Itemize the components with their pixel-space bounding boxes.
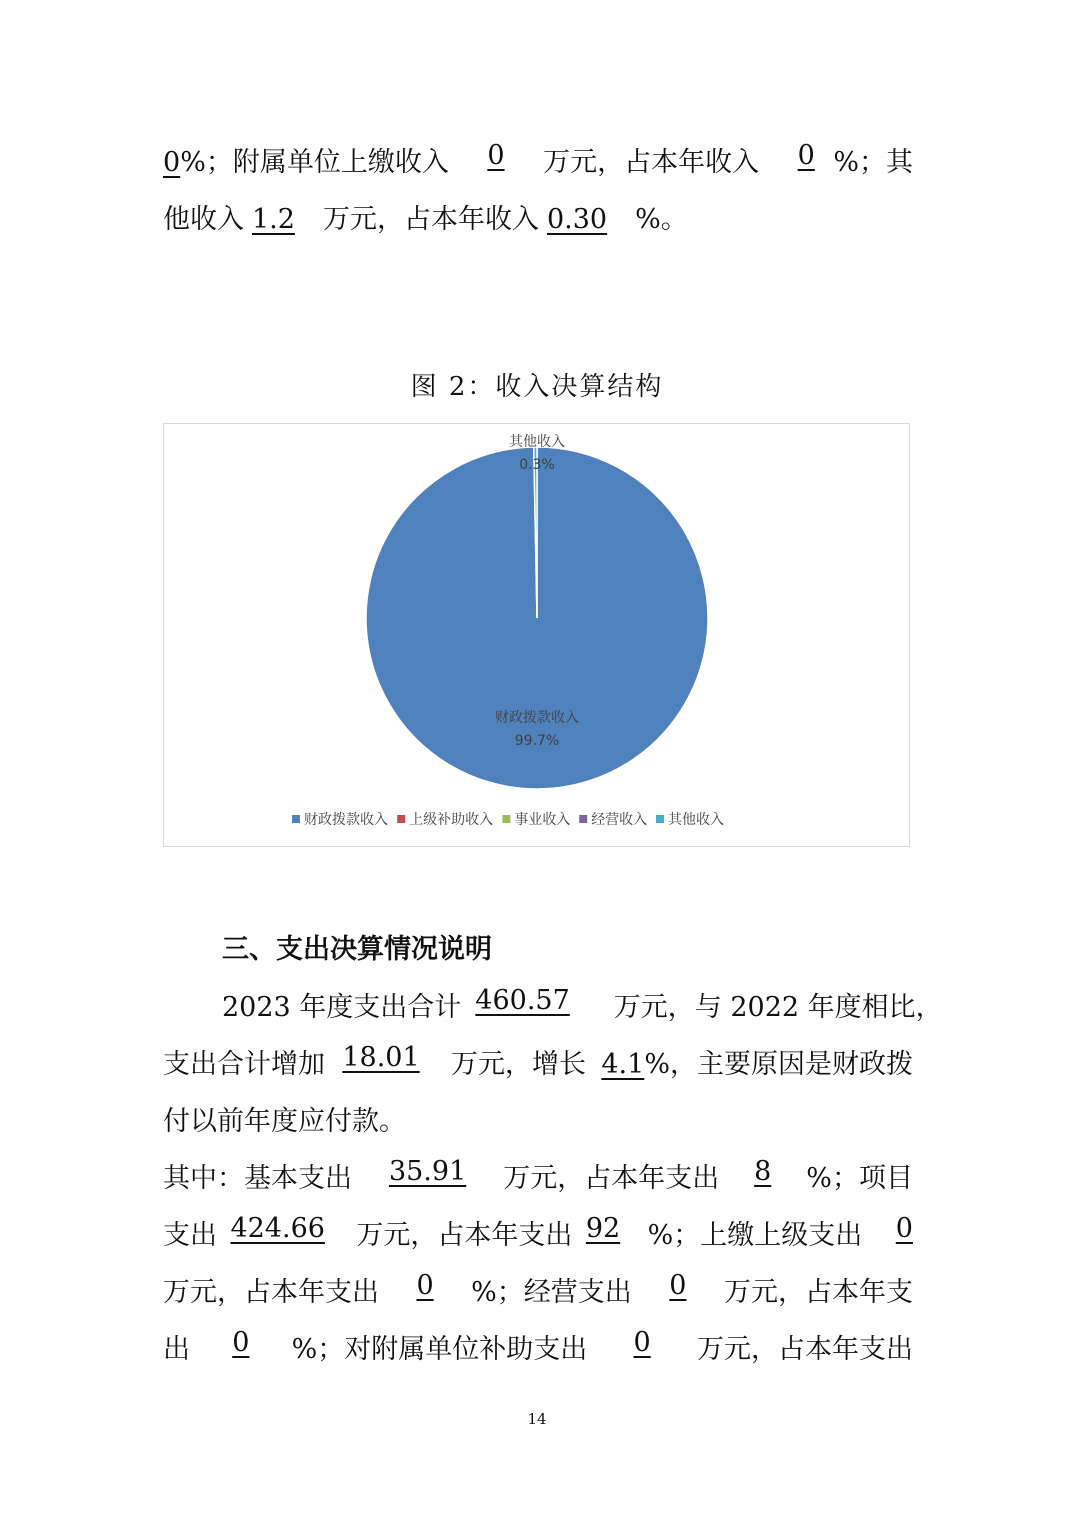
expenditure-line-7 <box>163 1327 913 1366</box>
underlined-value: 1.2 <box>252 204 295 235</box>
text-span: %；项目 <box>806 1163 913 1194</box>
text-span: %；上缴上级支出 <box>647 1220 863 1251</box>
underlined-value: 35.91 <box>388 1156 467 1187</box>
underlined-value: 8 <box>754 1156 772 1187</box>
page-number: 14 <box>527 1410 547 1428</box>
legend-swatch-2 <box>502 815 510 823</box>
underlined-value: 0 <box>416 1270 434 1301</box>
underlined-value: 0 <box>487 140 505 171</box>
text-span: 2023 年度支出合计 <box>222 992 462 1023</box>
pie-label-value-4: 0.3% <box>519 457 555 473</box>
underlined-value: 0 <box>797 140 815 171</box>
underlined-value: 0 <box>633 1327 651 1358</box>
expenditure-line-5 <box>163 1213 913 1252</box>
income-paragraph-line-1 <box>163 140 913 179</box>
text-span: 他收入 <box>163 204 244 235</box>
text-span: %；其 <box>833 147 913 178</box>
text-span: %。 <box>635 204 688 235</box>
expenditure-line-4 <box>163 1156 913 1195</box>
underlined-value: 92 <box>585 1213 621 1244</box>
legend-label-1: 上级补助收入 <box>409 812 494 828</box>
text-span: 支出合计增加 <box>163 1049 325 1080</box>
legend-label-2: 事业收入 <box>514 812 571 828</box>
income-paragraph-line-2 <box>163 197 913 236</box>
expenditure-line-3: 付以前年度应付款。 <box>163 1106 406 1137</box>
figure-caption: 图 2：收入决算结构 <box>410 372 664 402</box>
underlined-value: 18.01 <box>342 1042 420 1073</box>
text-span: 万元，增长 <box>451 1049 587 1080</box>
underlined-value: 460.57 <box>475 985 570 1016</box>
pie-label-category-4: 其他收入 <box>509 434 565 450</box>
income-pie-chart <box>163 423 910 847</box>
legend-label-0: 财政拨款收入 <box>304 812 388 828</box>
text-span: 其中：基本支出 <box>163 1163 352 1194</box>
text-span: %；附属单位上缴收入 <box>180 147 449 178</box>
text-span: 万元，占本年支 <box>723 1277 913 1308</box>
pie-chart-svg <box>164 424 909 846</box>
text-span: 万元，与 2022 年度相比， <box>613 992 943 1023</box>
pie-label-category-0: 财政拨款收入 <box>495 710 579 726</box>
text-span: 万元，占本年收入 <box>543 147 760 178</box>
text-span: %；经营支出 <box>471 1277 632 1308</box>
text-span: 万元，占本年收入 <box>322 204 539 235</box>
text-span: 万元，占本年支出 <box>163 1277 379 1308</box>
legend-swatch-4 <box>656 815 664 823</box>
legend-swatch-3 <box>579 815 587 823</box>
text-span: 万元，占本年支出 <box>503 1163 720 1194</box>
text-span: 万元，占本年支出 <box>696 1334 913 1365</box>
underlined-value: 0 <box>895 1213 913 1244</box>
text-span: 支出 <box>163 1220 217 1251</box>
legend-label-4: 其他收入 <box>668 812 724 828</box>
legend-swatch-1 <box>397 815 405 823</box>
expenditure-line-1 <box>222 985 943 1024</box>
legend-label-3: 经营收入 <box>591 812 648 828</box>
underlined-value: 4.1 <box>601 1049 645 1080</box>
underlined-value: 0 <box>232 1327 250 1358</box>
text-span: 万元，占本年支出 <box>356 1220 573 1251</box>
underlined-value: 0 <box>669 1270 687 1301</box>
expenditure-line-6 <box>163 1270 913 1309</box>
underlined-value: 424.66 <box>230 1213 325 1244</box>
expenditure-line-2 <box>163 1042 913 1081</box>
text-span: %；对附属单位补助支出 <box>291 1334 588 1365</box>
text-span: %，主要原因是财政拨 <box>644 1049 913 1080</box>
underlined-value: 0 <box>163 147 181 178</box>
legend-swatch-0 <box>292 815 300 823</box>
text-span: 出 <box>163 1334 190 1365</box>
section-heading: 三、支出决算情况说明 <box>222 934 492 965</box>
pie-label-value-0: 99.7% <box>514 733 560 749</box>
underlined-value: 0.30 <box>546 204 608 235</box>
